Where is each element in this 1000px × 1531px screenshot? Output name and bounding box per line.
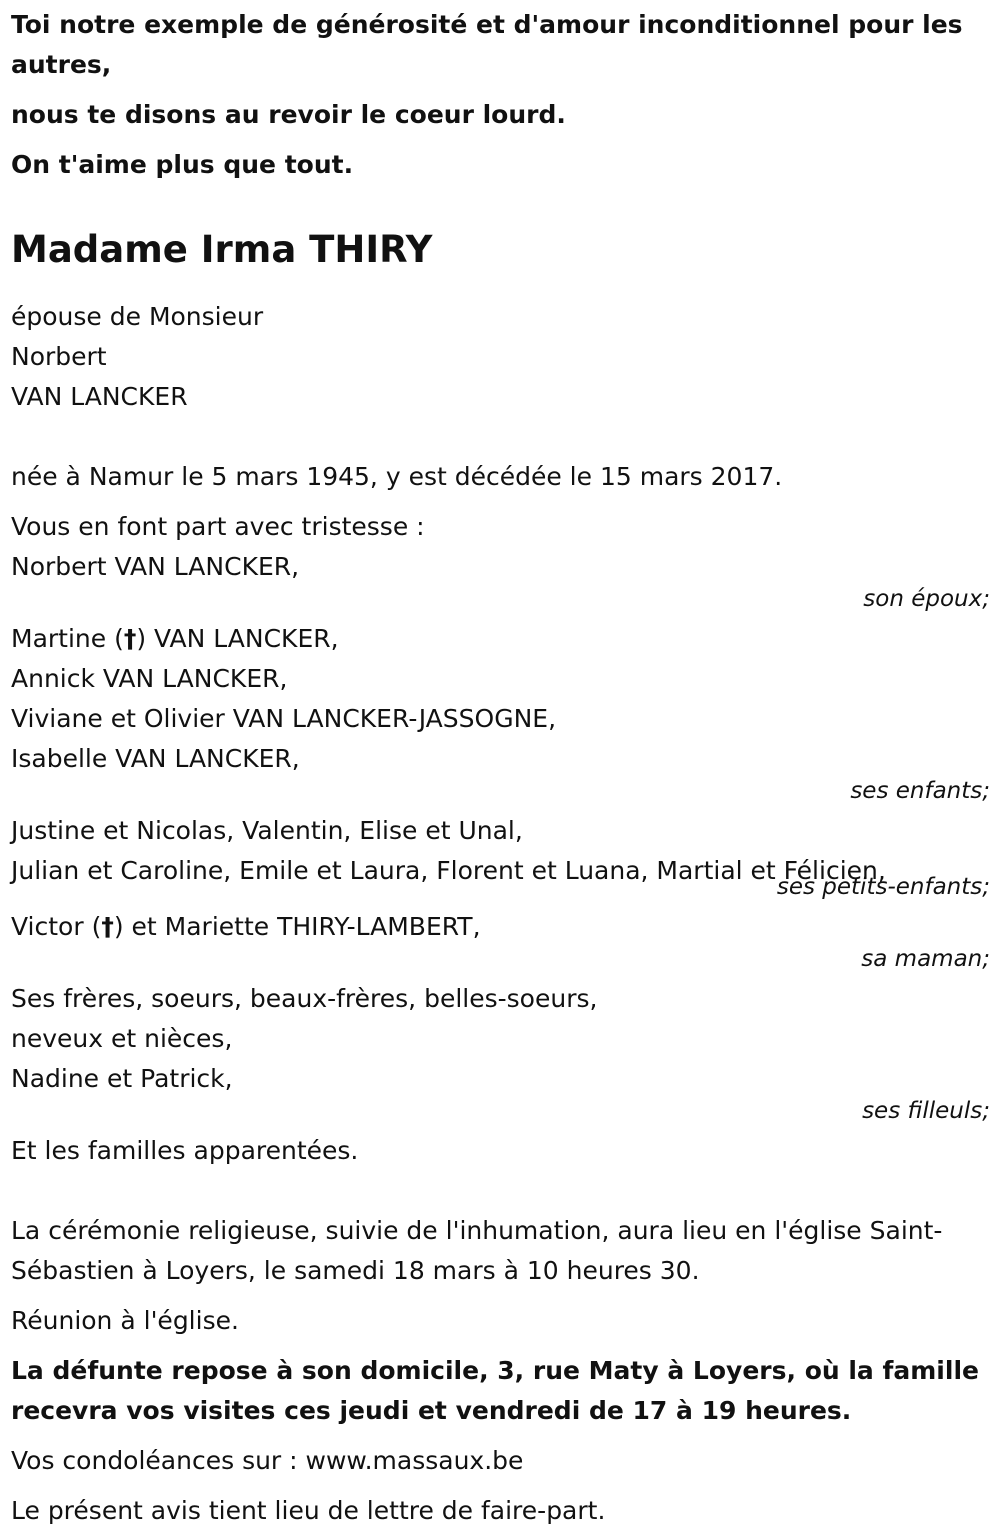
visit-line-1: La défunte repose à son domicile, 3, rue Maty à Loyers, où la famille	[11, 1356, 979, 1385]
grandchildren-line-1: Justine et Nicolas, Valentin, Elise et Unal,	[11, 816, 523, 845]
condolences-line: Vos condoléances sur : www.massaux.be	[11, 1446, 524, 1475]
child-1-name-start: Martine (	[11, 624, 124, 653]
grandchildren-line-2: Julian et Caroline, Emile et Laura, Florent et Luana, Martial et Félicien,	[11, 856, 886, 885]
relation-label-godchildren: ses filleuls;	[862, 1098, 990, 1124]
others-line-1: Ses frères, soeurs, beaux-frères, belles-soeurs,	[11, 984, 598, 1013]
relation-label-mother: sa maman;	[861, 946, 990, 972]
mother-group	[11, 907, 990, 971]
child-line-3: Viviane et Olivier VAN LANCKER-JASSOGNE,	[11, 704, 557, 733]
intro-line-2: nous te disons au revoir le coeur lourd.	[11, 100, 566, 129]
mother-name-end: ) et Mariette THIRY-LAMBERT,	[113, 912, 481, 941]
birth-death-line: née à Namur le 5 mars 1945, y est décédée le 15 mars 2017.	[11, 462, 783, 491]
family-spouse-group	[11, 547, 990, 611]
visit-line-2: recevra vos visites ces jeudi et vendredi de 17 à 19 heures.	[11, 1396, 852, 1425]
visit-block	[11, 1351, 990, 1431]
child-line-2: Annick VAN LANCKER,	[11, 664, 288, 693]
relation-label-children: ses enfants;	[850, 778, 990, 804]
extended-family-line: Et les familles apparentées.	[11, 1136, 359, 1165]
grandchildren-group	[11, 811, 990, 899]
spouse-line-1: épouse de Monsieur	[11, 302, 264, 331]
announcement-line: Vous en font part avec tristesse :	[11, 512, 425, 541]
mother-line	[11, 907, 990, 947]
child-line-1	[11, 619, 990, 659]
relation-label-spouse: son époux;	[863, 586, 990, 612]
spouse-line-2: Norbert	[11, 342, 107, 371]
cross-icon: †	[101, 912, 114, 941]
others-line-2: neveux et nièces,	[11, 1024, 233, 1053]
page-title: Madame Irma THIRY	[11, 228, 433, 271]
others-line-3: Nadine et Patrick,	[11, 1064, 233, 1093]
children-group	[11, 619, 990, 803]
ceremony-line-2: Sébastien à Loyers, le samedi 18 mars à 10 heures 30.	[11, 1256, 700, 1285]
family-spouse-name: Norbert VAN LANCKER,	[11, 552, 300, 581]
spouse-block	[11, 275, 990, 417]
ceremony-block	[11, 1211, 990, 1291]
meeting-line: Réunion à l'église.	[11, 1306, 239, 1335]
child-1-name-end: ) VAN LANCKER,	[136, 624, 339, 653]
notice-line: Le présent avis tient lieu de lettre de faire-part.	[11, 1496, 606, 1525]
intro-line-1: Toi notre exemple de générosité et d'amour inconditionnel pour les autres,	[11, 10, 963, 79]
cross-icon: †	[123, 624, 137, 653]
ceremony-line-1: La cérémonie religieuse, suivie de l'inhumation, aura lieu en l'église Saint-	[11, 1216, 943, 1245]
intro-text	[11, 0, 990, 185]
others-group	[11, 979, 990, 1123]
relation-label-grandchildren: ses petits-enfants;	[776, 874, 990, 900]
intro-line-3: On t'aime plus que tout.	[11, 150, 354, 179]
child-line-4: Isabelle VAN LANCKER,	[11, 744, 300, 773]
spouse-line-3: VAN LANCKER	[11, 382, 188, 411]
mother-name-start: Victor (	[11, 912, 102, 941]
